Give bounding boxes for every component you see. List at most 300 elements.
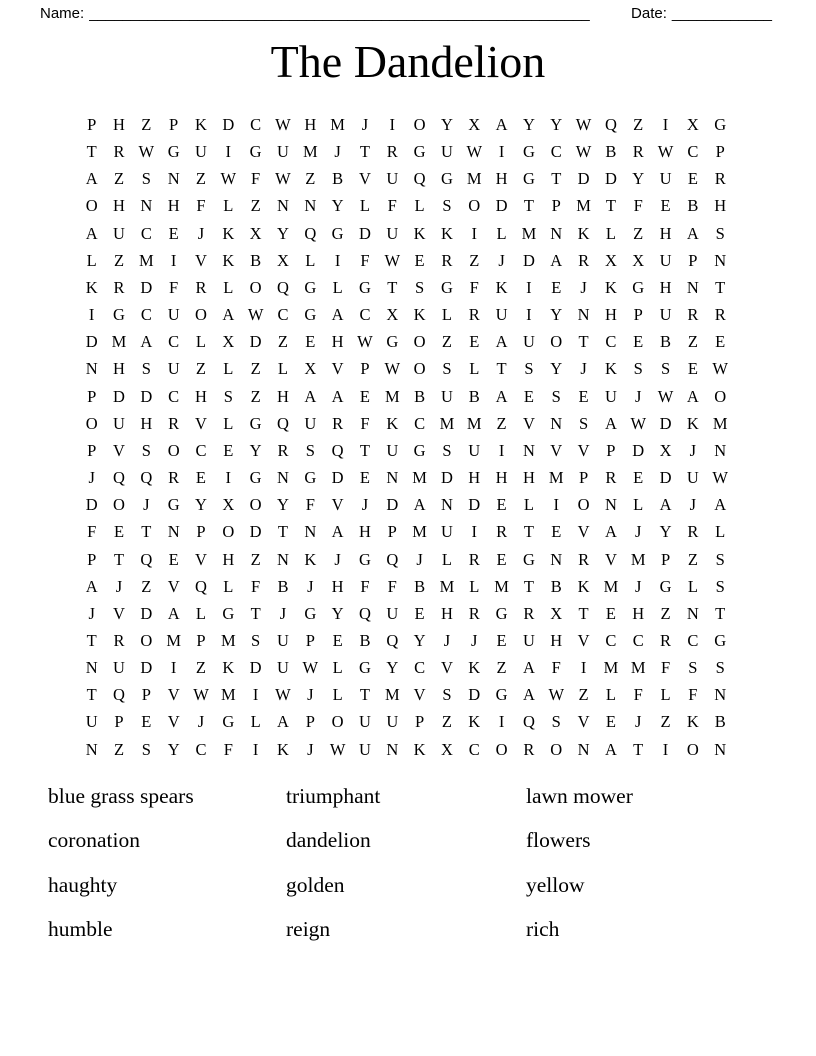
grid-letter: W bbox=[138, 142, 155, 162]
grid-letter: D bbox=[140, 603, 153, 623]
grid-letter: R bbox=[496, 522, 508, 542]
grid-letter: R bbox=[441, 250, 453, 270]
grid-letter: L bbox=[496, 223, 507, 243]
grid-letter: U bbox=[386, 223, 399, 243]
grid-letter: B bbox=[687, 196, 699, 216]
date-label: Date: bbox=[631, 5, 667, 22]
grid-letter: K bbox=[686, 413, 699, 433]
grid-letter: E bbox=[715, 332, 726, 352]
grid-letter: F bbox=[360, 250, 370, 270]
grid-letter: B bbox=[359, 630, 371, 650]
grid-letter: E bbox=[605, 712, 616, 732]
grid-letter: U bbox=[195, 142, 207, 162]
grid-letter: P bbox=[633, 305, 643, 325]
grid-letter: T bbox=[359, 142, 370, 162]
grid-letter: Z bbox=[141, 576, 152, 596]
grid-letter: L bbox=[223, 277, 234, 297]
grid-letter: Z bbox=[687, 332, 698, 352]
grid-letter: A bbox=[659, 495, 672, 515]
grid-letter: K bbox=[468, 712, 481, 732]
grid-letter: N bbox=[140, 196, 153, 216]
grid-letter: D bbox=[249, 522, 262, 542]
grid-letter: P bbox=[169, 115, 179, 134]
grid-letter: Y bbox=[167, 739, 180, 759]
grid-letter: Q bbox=[304, 223, 317, 243]
grid-letter: V bbox=[577, 522, 590, 542]
grid-letter: Z bbox=[687, 549, 698, 569]
grid-letter: T bbox=[715, 277, 726, 297]
grid-letter: N bbox=[714, 739, 727, 759]
word-list-item: humble bbox=[48, 917, 113, 942]
grid-letter: M bbox=[466, 413, 482, 433]
grid-letter: P bbox=[196, 522, 206, 542]
grid-letter: G bbox=[249, 468, 262, 488]
grid-letter: H bbox=[659, 277, 672, 297]
grid-letter: K bbox=[577, 223, 590, 243]
grid-letter: H bbox=[195, 386, 207, 406]
grid-letter: U bbox=[522, 332, 535, 352]
grid-letter: M bbox=[166, 630, 181, 650]
grid-letter: K bbox=[304, 549, 317, 569]
grid-letter: Q bbox=[140, 468, 153, 488]
grid-letter: I bbox=[662, 739, 669, 759]
grid-letter: T bbox=[496, 359, 507, 379]
grid-letter: Z bbox=[469, 250, 480, 270]
grid-letter: N bbox=[577, 305, 590, 325]
grid-letter: D bbox=[249, 658, 262, 678]
grid-letter: P bbox=[688, 250, 698, 270]
grid-letter: N bbox=[277, 549, 289, 569]
grid-letter: B bbox=[414, 386, 426, 406]
grid-letter: I bbox=[252, 739, 259, 759]
grid-letter: U bbox=[113, 658, 125, 678]
grid-letter: A bbox=[413, 495, 426, 515]
grid-letter: O bbox=[249, 277, 262, 297]
grid-letter: S bbox=[251, 630, 261, 650]
grid-letter: J bbox=[443, 630, 451, 650]
grid-letter: O bbox=[249, 495, 262, 515]
grid-letter: I bbox=[526, 277, 532, 297]
grid-letter: D bbox=[331, 468, 344, 488]
grid-letter: E bbox=[660, 196, 671, 216]
grid-letter: Y bbox=[195, 495, 207, 515]
grid-letter: X bbox=[222, 332, 235, 352]
grid-letter: L bbox=[195, 603, 207, 623]
grid-letter: N bbox=[714, 685, 727, 705]
grid-letter: U bbox=[386, 169, 399, 189]
grid-letter: J bbox=[307, 576, 314, 596]
grid-letter: R bbox=[332, 413, 344, 433]
grid-letter: M bbox=[138, 250, 154, 270]
grid-letter: E bbox=[168, 223, 179, 243]
grid-letter: Q bbox=[195, 576, 207, 596]
grid-letter: N bbox=[440, 495, 453, 515]
grid-letter: M bbox=[712, 413, 728, 433]
grid-row bbox=[78, 600, 734, 627]
grid-letter: U bbox=[659, 169, 672, 189]
grid-letter: A bbox=[522, 685, 535, 705]
grid-letter: D bbox=[522, 250, 535, 270]
grid-letter: W bbox=[193, 685, 209, 705]
grid-letter: W bbox=[302, 658, 319, 678]
grid-letter: S bbox=[715, 223, 725, 243]
grid-letter: O bbox=[413, 115, 426, 134]
grid-letter: H bbox=[167, 196, 180, 216]
grid-letter: K bbox=[85, 277, 98, 297]
grid-letter: V bbox=[604, 549, 617, 569]
grid-letter: A bbox=[85, 169, 98, 189]
grid-letter: C bbox=[414, 658, 426, 678]
grid-letter: B bbox=[250, 250, 262, 270]
grid-letter: E bbox=[332, 630, 343, 650]
grid-letter: Y bbox=[249, 440, 262, 460]
grid-letter: K bbox=[413, 305, 426, 325]
grid-letter: U bbox=[167, 305, 180, 325]
grid-letter: I bbox=[225, 468, 232, 488]
word-list-item: blue grass spears bbox=[48, 784, 194, 808]
grid-letter: J bbox=[143, 495, 150, 515]
grid-letter: M bbox=[603, 576, 619, 596]
grid-letter: U bbox=[440, 386, 453, 406]
grid-letter: G bbox=[167, 495, 180, 515]
grid-letter: T bbox=[578, 603, 589, 623]
grid-letter: O bbox=[85, 413, 98, 433]
grid-letter: G bbox=[440, 169, 453, 189]
word-list-column bbox=[526, 774, 633, 952]
grid-letter: E bbox=[113, 522, 125, 542]
grid-letter: J bbox=[635, 386, 642, 406]
grid-letter: E bbox=[687, 359, 698, 379]
grid-letter: C bbox=[605, 332, 617, 352]
grid-letter: F bbox=[387, 576, 397, 596]
grid-letter: O bbox=[686, 739, 699, 759]
grid-letter: R bbox=[386, 142, 398, 162]
grid-letter: L bbox=[687, 576, 698, 596]
grid-letter: A bbox=[167, 603, 180, 623]
grid-letter: R bbox=[523, 603, 535, 623]
grid-letter: M bbox=[220, 685, 236, 705]
grid-letter: A bbox=[522, 658, 535, 678]
grid-letter: G bbox=[413, 440, 426, 460]
grid-letter: P bbox=[87, 549, 97, 569]
grid-letter: M bbox=[439, 576, 455, 596]
grid-letter: J bbox=[88, 468, 95, 488]
grid-row bbox=[78, 383, 734, 410]
grid-letter: P bbox=[305, 630, 315, 650]
grid-letter: I bbox=[88, 305, 95, 325]
grid-letter: S bbox=[660, 359, 671, 379]
grid-letter: Y bbox=[632, 169, 645, 189]
grid-letter: I bbox=[553, 495, 559, 515]
grid-letter: W bbox=[247, 305, 264, 325]
grid-letter: J bbox=[115, 576, 123, 596]
grid-letter: A bbox=[495, 332, 508, 352]
grid-letter: E bbox=[469, 332, 480, 352]
grid-letter: L bbox=[523, 495, 534, 515]
grid-letter: K bbox=[222, 250, 235, 270]
grid-letter: E bbox=[414, 603, 425, 623]
grid-letter: J bbox=[307, 685, 314, 705]
grid-letter: V bbox=[195, 250, 207, 270]
grid-letter: V bbox=[577, 630, 590, 650]
grid-letter: T bbox=[605, 196, 616, 216]
grid-row bbox=[78, 247, 734, 274]
grid-letter: E bbox=[633, 468, 644, 488]
grid-letter: V bbox=[577, 712, 590, 732]
grid-letter: M bbox=[439, 413, 455, 433]
grid-letter: S bbox=[715, 658, 725, 678]
grid-letter: C bbox=[277, 305, 289, 325]
grid-letter: J bbox=[580, 277, 587, 297]
grid-letter: O bbox=[167, 440, 180, 460]
grid-letter: C bbox=[550, 142, 562, 162]
grid-letter: M bbox=[630, 549, 646, 569]
grid-letter: F bbox=[305, 495, 315, 515]
grid-letter: R bbox=[468, 305, 480, 325]
grid-letter: H bbox=[468, 468, 481, 488]
grid-letter: G bbox=[495, 685, 508, 705]
grid-letter: W bbox=[548, 685, 565, 705]
grid-letter: V bbox=[550, 440, 563, 460]
grid-letter: J bbox=[307, 739, 314, 759]
grid-letter: P bbox=[141, 685, 151, 705]
grid-row bbox=[78, 220, 734, 247]
grid-letter: P bbox=[87, 115, 97, 134]
grid-letter: N bbox=[85, 658, 98, 678]
grid-row bbox=[78, 355, 734, 382]
grid-letter: B bbox=[714, 712, 726, 732]
grid-row bbox=[78, 491, 734, 518]
grid-letter: T bbox=[715, 603, 726, 623]
grid-letter: R bbox=[714, 169, 726, 189]
grid-letter: O bbox=[577, 495, 590, 515]
grid-letter: G bbox=[659, 576, 672, 596]
grid-letter: S bbox=[442, 440, 452, 460]
grid-row bbox=[78, 328, 734, 355]
grid-letter: T bbox=[250, 603, 261, 623]
grid-letter: G bbox=[304, 603, 317, 623]
grid-letter: R bbox=[660, 630, 672, 650]
grid-letter: G bbox=[113, 305, 125, 325]
grid-letter: G bbox=[440, 277, 453, 297]
grid-letter: N bbox=[277, 196, 289, 216]
grid-letter: K bbox=[495, 277, 508, 297]
grid-letter: U bbox=[277, 630, 289, 650]
grid-letter: U bbox=[277, 142, 289, 162]
grid-letter: Z bbox=[113, 739, 125, 759]
grid-letter: A bbox=[304, 386, 317, 406]
grid-letter: J bbox=[498, 250, 505, 270]
grid-letter: R bbox=[687, 522, 699, 542]
page-title: The Dandelion bbox=[270, 36, 546, 87]
grid-letter: H bbox=[495, 169, 508, 189]
grid-letter: F bbox=[551, 658, 561, 678]
grid-letter: U bbox=[358, 739, 371, 759]
grid-letter: K bbox=[222, 223, 235, 243]
grid-row bbox=[78, 736, 734, 763]
grid-letter: G bbox=[386, 332, 399, 352]
grid-letter: Z bbox=[195, 359, 207, 379]
grid-letter: A bbox=[714, 495, 727, 515]
grid-letter: L bbox=[469, 359, 480, 379]
grid-letter: D bbox=[140, 386, 153, 406]
word-grid bbox=[78, 111, 734, 763]
grid-letter: G bbox=[249, 142, 262, 162]
grid-letter: I bbox=[498, 142, 505, 162]
grid-letter: W bbox=[466, 142, 483, 162]
grid-letter: C bbox=[468, 739, 480, 759]
grid-row bbox=[78, 192, 734, 219]
grid-letter: Q bbox=[277, 277, 289, 297]
grid-letter: V bbox=[195, 549, 207, 569]
grid-letter: K bbox=[386, 413, 399, 433]
grid-letter: O bbox=[195, 305, 207, 325]
grid-letter: T bbox=[86, 630, 97, 650]
grid-letter: S bbox=[688, 658, 698, 678]
grid-letter: H bbox=[140, 413, 153, 433]
grid-letter: T bbox=[633, 739, 644, 759]
grid-letter: D bbox=[113, 386, 125, 406]
grid-letter: H bbox=[550, 630, 563, 650]
grid-letter: H bbox=[358, 522, 371, 542]
grid-letter: K bbox=[686, 712, 699, 732]
grid-letter: H bbox=[331, 332, 344, 352]
grid-letter: H bbox=[440, 603, 453, 623]
grid-letter: B bbox=[660, 332, 672, 352]
header-row bbox=[40, 5, 772, 22]
grid-letter: D bbox=[659, 468, 672, 488]
grid-letter: J bbox=[88, 603, 95, 623]
grid-letter: V bbox=[522, 413, 535, 433]
grid-letter: A bbox=[277, 712, 289, 732]
grid-letter: L bbox=[715, 522, 726, 542]
grid-letter: Z bbox=[250, 549, 261, 569]
grid-letter: J bbox=[361, 495, 369, 515]
word-list-item: haughty bbox=[48, 872, 118, 897]
grid-letter: J bbox=[635, 712, 642, 732]
grid-letter: T bbox=[86, 685, 97, 705]
grid-row bbox=[78, 573, 734, 600]
grid-letter: S bbox=[141, 739, 151, 759]
grid-letter: I bbox=[334, 250, 341, 270]
grid-letter: H bbox=[113, 196, 125, 216]
grid-letter: C bbox=[195, 739, 207, 759]
grid-letter: W bbox=[357, 332, 373, 352]
grid-letter: E bbox=[496, 630, 507, 650]
grid-letter: C bbox=[414, 413, 426, 433]
grid-letter: O bbox=[222, 522, 235, 542]
grid-letter: J bbox=[334, 549, 341, 569]
grid-letter: E bbox=[605, 603, 616, 623]
grid-letter: W bbox=[384, 250, 401, 270]
grid-letter: I bbox=[252, 685, 259, 705]
grid-letter: W bbox=[657, 386, 674, 406]
grid-letter: N bbox=[85, 359, 98, 379]
grid-letter: E bbox=[687, 169, 698, 189]
grid-letter: F bbox=[251, 169, 261, 189]
grid-letter: Z bbox=[633, 115, 644, 134]
grid-letter: R bbox=[687, 305, 699, 325]
grid-letter: G bbox=[358, 549, 371, 569]
grid-letter: B bbox=[414, 576, 426, 596]
grid-letter: N bbox=[686, 603, 699, 623]
grid-letter: S bbox=[633, 359, 643, 379]
grid-letter: B bbox=[468, 386, 480, 406]
grid-letter: R bbox=[113, 630, 125, 650]
grid-row bbox=[78, 274, 734, 301]
grid-letter: K bbox=[195, 115, 207, 134]
grid-letter: X bbox=[277, 250, 289, 270]
grid-letter: X bbox=[468, 115, 481, 134]
grid-letter: H bbox=[495, 468, 508, 488]
word-list-item: reign bbox=[286, 917, 331, 942]
grid-letter: S bbox=[305, 440, 315, 460]
grid-letter: I bbox=[498, 440, 505, 460]
grid-letter: E bbox=[551, 522, 562, 542]
grid-row bbox=[78, 708, 734, 735]
grid-letter: W bbox=[220, 169, 237, 189]
grid-letter: N bbox=[386, 739, 399, 759]
grid-letter: H bbox=[604, 305, 617, 325]
grid-letter: T bbox=[86, 142, 97, 162]
grid-letter: G bbox=[331, 223, 344, 243]
grid-letter: R bbox=[523, 739, 535, 759]
grid-letter: D bbox=[85, 332, 98, 352]
grid-letter: A bbox=[331, 386, 344, 406]
grid-letter: O bbox=[468, 196, 481, 216]
grid-letter: M bbox=[384, 386, 400, 406]
grid-letter: C bbox=[140, 223, 152, 243]
grid-letter: N bbox=[550, 413, 563, 433]
grid-letter: J bbox=[334, 142, 341, 162]
grid-letter: E bbox=[168, 549, 179, 569]
grid-letter: S bbox=[715, 576, 725, 596]
grid-letter: R bbox=[168, 413, 180, 433]
grid-letter: Y bbox=[277, 495, 289, 515]
grid-row bbox=[78, 301, 734, 328]
grid-letter: V bbox=[413, 685, 426, 705]
grid-letter: D bbox=[85, 495, 98, 515]
grid-letter: E bbox=[633, 332, 644, 352]
grid-letter: Z bbox=[633, 223, 644, 243]
grid-letter: A bbox=[495, 115, 508, 134]
grid-letter: W bbox=[575, 142, 592, 162]
grid-letter: A bbox=[686, 223, 699, 243]
grid-letter: G bbox=[413, 142, 426, 162]
grid-letter: Z bbox=[250, 359, 261, 379]
grid-letter: Q bbox=[277, 413, 289, 433]
grid-letter: S bbox=[141, 359, 151, 379]
grid-letter: G bbox=[249, 413, 262, 433]
grid-letter: Y bbox=[550, 115, 563, 134]
grid-row bbox=[78, 138, 734, 165]
grid-letter: U bbox=[304, 413, 317, 433]
grid-letter: Z bbox=[660, 712, 671, 732]
grid-letter: L bbox=[332, 658, 343, 678]
grid-letter: X bbox=[386, 305, 399, 325]
grid-letter: M bbox=[412, 468, 427, 488]
grid-letter: N bbox=[85, 739, 98, 759]
grid-letter: Z bbox=[195, 169, 207, 189]
word-list-item: lawn mower bbox=[526, 784, 633, 808]
grid-letter: C bbox=[140, 305, 152, 325]
grid-letter: N bbox=[714, 250, 727, 270]
grid-letter: D bbox=[386, 495, 399, 515]
grid-letter: A bbox=[85, 576, 98, 596]
grid-letter: A bbox=[140, 332, 153, 352]
grid-letter: I bbox=[471, 223, 477, 243]
grid-letter: Z bbox=[496, 658, 507, 678]
